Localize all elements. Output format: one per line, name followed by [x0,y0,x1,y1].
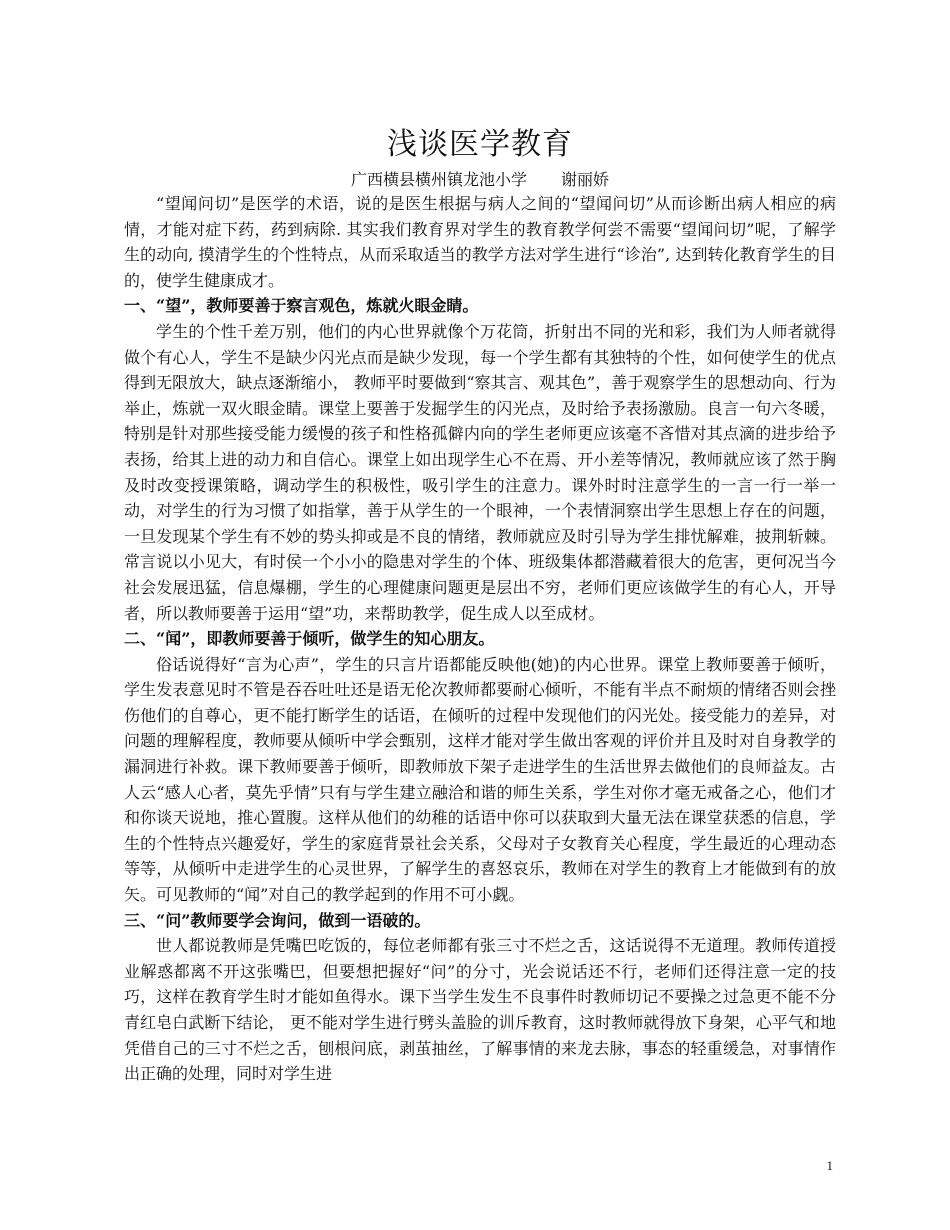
author-line [124,169,836,191]
document-title: 浅谈医学教育 [387,127,573,162]
author-school: 广西横县横州镇龙池小学 [350,170,527,189]
section-body-2: 俗话说得好“言为心声”，学生的只言片语都能反映他(她)的内心世界。课堂上教师要善于倾听，学生发表意见时不管是吞吞吐吐还是语无伦次教师都要耐心倾听，不能有半点不耐烦的情绪否则会挫伤他们的自尊心，更不能打断学生的话语，在倾听的过程中发现他们的闪光处。接受能力的差异，对问题的理解程度，教师要从倾听中学会甄别，这样才能对学生做出客观的评价并且及时对自身教学的漏洞进行补救。课下教师要善于倾听，即教师放下架子走进学生的生活世界去做他们的良师益友。古人云“感人心者，莫先乎情”只有与学生建立融洽和谐的师生关系，学生对你才毫无戒备之心，他们才和你谈天说地，推心置腹。这样从他们的幼稚的话语中你可以获取到大量无法在课堂获悉的信息，学生的个性特点兴趣爱好，学生的家庭背景社会关系，父母对子女教育关心程度，学生最近的心理动态等等，从倾听中走进学生的心灵世界，了解学生的喜怒哀乐，教师在对学生的教育上才能做到有的放矢。可见教师的“闻”对自己的教学起到的作用不可小觑。 [124,654,836,905]
section-heading-1: 一、“望”，教师要善于察言观色，炼就火眼金睛。 [124,296,479,316]
document-content [124,125,836,1087]
intro-paragraph: “望闻问切”是医学的术语，说的是医生根据与病人之间的“望闻问切”从而诊断出病人相应的病情，才能对症下药，药到病除. 其实我们教育界对学生的教育教学何尝不需要“望闻问切”呢，了解学生的动向, 摸清学生的个性特点，从而采取适当的教学方法对学生进行“诊治”, 达到转化教育学生的目的，使学生健康成才。 [124,194,836,290]
section-heading-2: 二、“闻”，即教师要善于倾听，做学生的知心朋友。 [124,629,495,649]
author-name: 谢丽娇 [561,170,610,189]
section-body-1: 学生的个性千差万别，他们的内心世界就像个万花筒，折射出不同的光和彩，我们为人师者就得做个有心人，学生不是缺少闪光点而是缺少发现，每一个学生都有其独特的个性，如何使学生的优点得到无限放大，缺点逐渐缩小， 教师平时要做到“察其言、观其色”，善于观察学生的思想动向、行为举止，炼就一双火眼金睛。课堂上要善于发掘学生的闪光点，及时给予表扬激励。良言一句六冬暖，特别是针对那些接受能力缓慢的孩子和性格孤僻内向的学生老师更应该毫不吝惜对其点滴的进步给予表扬，给其上进的动力和自信心。课堂上如出现学生心不在焉、开小差等情况，教师就应该了然于胸及时改变授课策略，调动学生的积极性，吸引学生的注意力。课外时时注意学生的一言一行一举一动，对学生的行为习惯了如指掌，善于从学生的一个眼神，一个表情洞察出学生思想上存在的问题，一旦发现某个学生有不妙的势头抑或是不良的情绪，教师就应及时引导为学生排忧解难，披荆斩棘。常言说以小见大，有时侯一个小小的隐患对学生的个体、班级集体都潜藏着很大的危害，更何况当今社会发展迅猛，信息爆棚，学生的心理健康问题更是层出不穷，老师们更应该做学生的有心人，开导者，所以教师要善于运用“望”功，来帮助教学，促生成人以至成材。 [124,321,836,623]
section-heading-3: 三、“问”教师要学会询问，做到一语破的。 [124,910,431,930]
page-number: 1 [826,1158,833,1173]
section-body-3: 世人都说教师是凭嘴巴吃饭的，每位老师都有张三寸不烂之舌，这话说得不无道理。教师传道授业解惑都离不开这张嘴巴，但要想把握好“问”的分寸，光会说话还不行，老师们还得注意一定的技巧，这样在教育学生时才能如鱼得水。课下当学生发生不良事件时教师切记不要操之过急更不能不分青红皂白武断下结论， 更不能对学生进行劈头盖脸的训斥教育，这时教师就得放下身架，心平气和地凭借自己的三寸不烂之舌，刨根问底，剥茧抽丝，了解事情的来龙去脉，事态的轻重缓急，对事情作出正确的处理，同时对学生进 [124,936,836,1084]
